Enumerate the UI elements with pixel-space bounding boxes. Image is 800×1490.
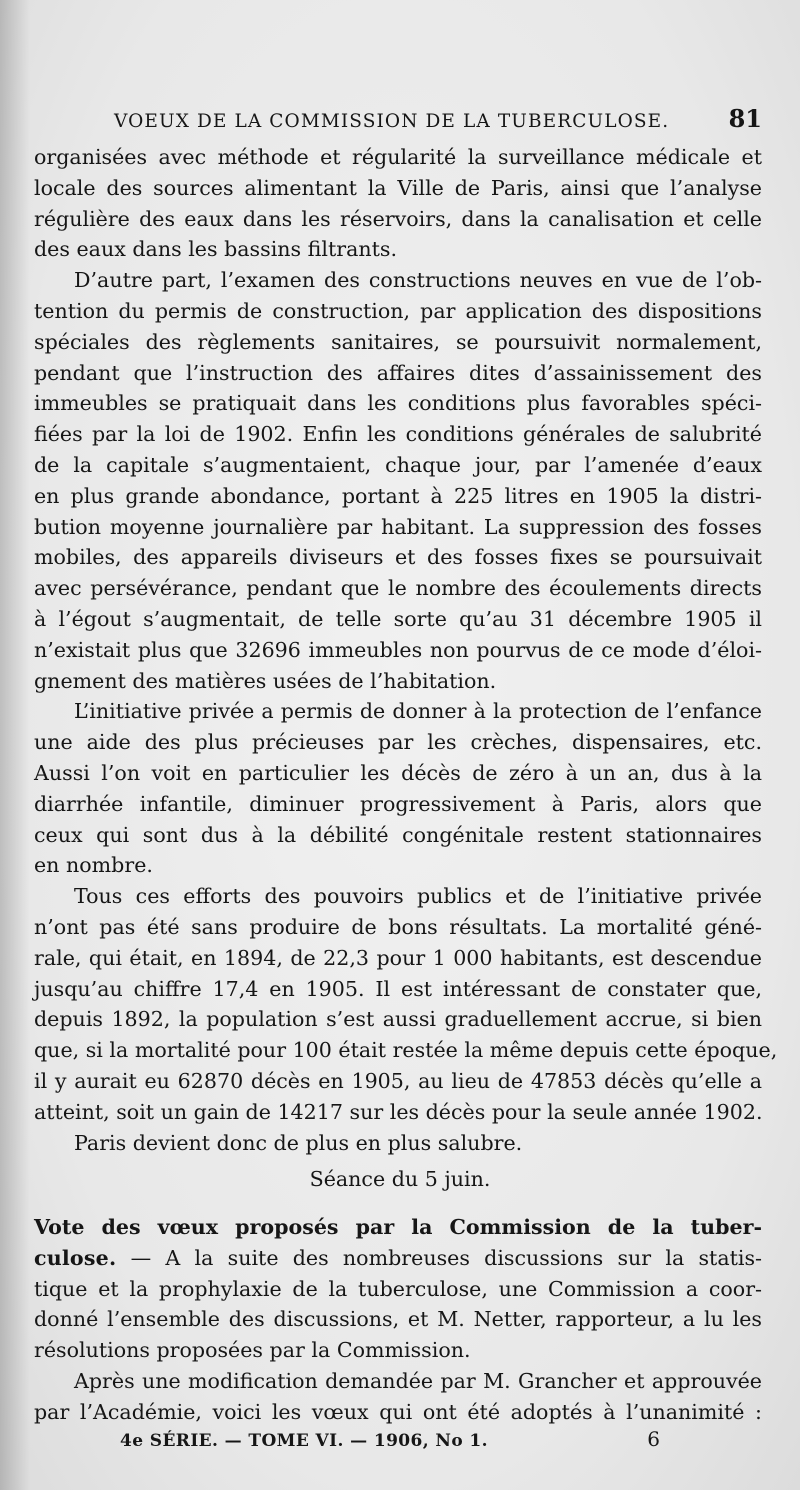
- text-line: à l’égout s’augmentait, de telle sorte qu’au 31 décembre 1905 il: [34, 606, 762, 631]
- text-line: régulière des eaux dans les réservoirs, dans la canalisation et celle: [34, 206, 762, 231]
- section-line: résolutions proposées par la Commission.: [34, 1338, 471, 1363]
- text-line: L’initiative privée a permis de donner à la protection de l’enfance: [74, 699, 762, 724]
- text-line: fiées par la loi de 1902. Enfin les conditions générales de salubrité: [34, 422, 762, 447]
- text-line: n’existait plus que 32696 immeubles non pourvus de ce mode d’éloi-: [34, 637, 762, 662]
- text-line: de la capitale s’augmentaient, chaque jour, par l’amenée d’eaux: [34, 452, 762, 477]
- section-text: [34, 1212, 762, 1428]
- text-line: mobiles, des appareils diviseurs et des fosses fixes se poursuivait: [34, 545, 762, 570]
- text-line: n’ont pas été sans produire de bons résultats. La mortalité géné-: [34, 914, 762, 939]
- text-line: rale, qui était, en 1894, de 22,3 pour 1 000 habitants, est descendue: [34, 945, 762, 970]
- text-line: gnement des matières usées de l’habitation.: [34, 668, 497, 693]
- text-line: pendant que l’instruction des affaires dites d’assainissement des: [34, 360, 762, 385]
- text-line: jusqu’au chiffre 17,4 en 1905. Il est intéressant de constater que,: [34, 976, 762, 1001]
- text-line: que, si la mortalité pour 100 était restée la même depuis cette époque,: [34, 1038, 778, 1063]
- session-date: Séance du 5 juin.: [309, 1167, 491, 1191]
- text-line: tention du permis de construction, par application des dispositions: [34, 298, 762, 323]
- text-line: atteint, soit un gain de 14217 sur les décès pour la seule année 1902.: [34, 1099, 763, 1124]
- section-line: Après une modification demandée par M. Grancher et approuvée: [74, 1368, 762, 1393]
- section-line: donné l’ensemble des discussions, et M. Netter, rapporteur, a lu les: [34, 1307, 762, 1332]
- text-line: en plus grande abondance, portant à 225 litres en 1905 la distri-: [34, 483, 762, 508]
- running-title: VOEUX DE LA COMMISSION DE LA TUBERCULOSE.: [114, 111, 670, 132]
- text-line: il y aurait eu 62870 décès en 1905, au lieu de 47853 décès qu’elle a: [34, 1068, 762, 1093]
- page-footer: [120, 1427, 660, 1451]
- text-line: avec persévérance, pendant que le nombre des écoulements directs: [34, 576, 762, 601]
- running-head: [114, 104, 762, 138]
- signature-mark: 6: [647, 1427, 660, 1451]
- text-line: Paris devient donc de plus en plus salubre.: [74, 1130, 523, 1155]
- text-line: locale des sources alimentant la Ville de Paris, ainsi que l’analyse: [34, 175, 762, 200]
- text-line: diarrhée infantile, diminuer progressivement à Paris, alors que: [34, 791, 762, 816]
- section-line: tique et la prophylaxie de la tuberculose, une Commission a coor-: [34, 1276, 762, 1301]
- text-line: une aide des plus précieuses par les crèches, dispensaires, etc.: [34, 730, 762, 755]
- text-line: Tous ces efforts des pouvoirs publics et de l’initiative privée: [74, 884, 762, 909]
- section-heading: Vote des vœux proposés par la Commission de la tuber-: [34, 1215, 762, 1239]
- binding-shadow: [0, 0, 30, 1490]
- section-line: [34, 1243, 762, 1274]
- text-line: D’autre part, l’examen des constructions neuves en vue de l’ob-: [74, 268, 762, 293]
- text-line: organisées avec méthode et régularité la surveillance médicale et: [34, 145, 762, 169]
- section-line-text: — A la suite des nombreuses discussions sur la statis-: [116, 1245, 762, 1270]
- text-line: Aussi l’on voit en particulier les décès de zéro à un an, dus à la: [34, 760, 762, 785]
- text-line: ceux qui sont dus à la débilité congénitale restent stationnaires: [34, 822, 762, 847]
- text-line: en nombre.: [34, 853, 153, 878]
- section-line: par l’Académie, voici les vœux qui ont été adoptés à l’unanimité :: [34, 1399, 762, 1424]
- section-heading-end: culose.: [34, 1245, 117, 1270]
- text-line: depuis 1892, la population s’est aussi graduellement accrue, si bien: [34, 1007, 762, 1032]
- text-line: bution moyenne journalière par habitant. La suppression des fosses: [34, 514, 762, 539]
- page-number: 81: [728, 104, 762, 133]
- text-line: immeubles se pratiquait dans les conditions plus favorables spéci-: [34, 391, 762, 416]
- text-line: spéciales des règlements sanitaires, se poursuivit normalement,: [34, 329, 762, 354]
- series-line: 4e SÉRIE. — TOME VI. — 1906, No 1.: [120, 1431, 488, 1451]
- text-line: des eaux dans les bassins filtrants.: [34, 237, 398, 262]
- body-text: [34, 142, 778, 1158]
